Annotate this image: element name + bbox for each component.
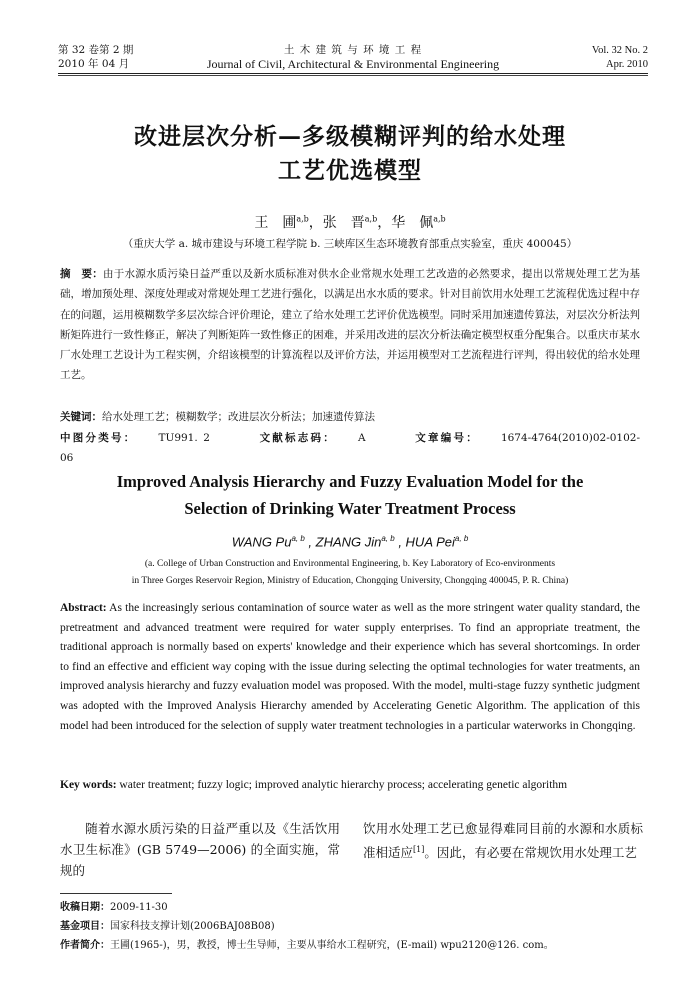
chinese-keywords-label: 关键词： bbox=[60, 411, 102, 423]
english-title-line2: Selection of Drinking Water Treatment Process bbox=[184, 499, 516, 518]
journal-name bbox=[58, 44, 648, 71]
author-separator: , bbox=[304, 534, 316, 550]
chinese-title bbox=[60, 120, 640, 188]
author-affil-mark: a,b bbox=[364, 214, 378, 224]
chinese-authors bbox=[60, 212, 640, 232]
author-affil-mark: a, b bbox=[291, 534, 305, 543]
body-text-left: 随着水源水质污染的日益严重以及《生活饮用水卫生标准》(GB 5749—2006) 的全面实施，常规的 bbox=[60, 821, 340, 878]
journal-header bbox=[58, 44, 648, 72]
body-text-right-b: 。因此，有必要在常规饮用水处理工艺 bbox=[424, 845, 637, 861]
author-name: 张 晋 bbox=[322, 215, 365, 231]
body-column-right bbox=[363, 818, 643, 863]
date-cn: 2010 年 04 月 bbox=[58, 57, 130, 70]
volume-issue-en: Vol. 32 No. 2 bbox=[591, 45, 648, 56]
classification-line bbox=[60, 428, 640, 469]
journal-name-cn: 土 木 建 筑 与 环 境 工 程 bbox=[283, 44, 423, 56]
footnote-funding bbox=[60, 917, 650, 936]
author-name: 王 圃 bbox=[254, 215, 297, 231]
english-keywords bbox=[60, 779, 640, 791]
volume-issue-cn: 第 32 卷第 2 期 bbox=[58, 44, 134, 56]
footnote-author-bio bbox=[60, 936, 650, 955]
author-separator: ， bbox=[377, 215, 392, 231]
author-name: 华 佩 bbox=[391, 215, 434, 231]
clc-value: TU991. 2 bbox=[158, 432, 210, 444]
english-affiliation bbox=[60, 556, 640, 590]
english-abstract bbox=[60, 599, 640, 736]
english-authors bbox=[60, 534, 640, 549]
clc-label: 中图分类号： bbox=[60, 432, 137, 444]
footnote-text: 王圃(1965-)，男，教授，博士生导师，主要从事给水工程研究，(E-mail) wpu2120@126. com。 bbox=[110, 940, 554, 951]
author-separator: , bbox=[394, 534, 406, 550]
date-en: Apr. 2010 bbox=[606, 58, 648, 70]
chinese-abstract-label: 摘 要： bbox=[60, 268, 103, 280]
author-name: HUA Pei bbox=[405, 534, 455, 550]
journal-name-en: Journal of Civil, Architectural & Environmental Engineering bbox=[206, 56, 500, 71]
author-separator: ， bbox=[308, 215, 323, 231]
citation-ref: [1] bbox=[413, 845, 425, 854]
volume-info-en bbox=[592, 44, 648, 71]
english-keywords-text: water treatment; fuzzy logic; improved analytic hierarchy process; accelerating genetic algorithm bbox=[119, 779, 568, 791]
english-keywords-label: Key words: bbox=[60, 779, 117, 791]
author-affil-mark: a,b bbox=[296, 214, 309, 224]
doc-code-value: A bbox=[358, 432, 366, 444]
footnote-label: 基金项目： bbox=[60, 921, 110, 932]
chinese-abstract-text: 由于水源水质污染日益严重以及新水质标准对供水企业常规水处理工艺改造的必然要求，提出以常规处理工艺为基础，增加预处理、深度处理或对常规处理工艺进行强化，以满足出水水质的要求。针对目前饮用水处理工艺流程优选过程中存在的问题，运用模糊数学多层次综合评价理论，建立了给水处理工艺评价优选模型。同时采用加速遗传算法，对层次分析法判断矩阵进行一致性修正，解决了判断矩阵一致性修正的困难，并采用改进的层次分析法确定模型权重分配集合。以重庆市某水厂水处理工艺设计为工程实例，介绍该模型的计算流程以及评价方法，并运用模型对工艺流程进行评判，得出较优的给水处理工艺。 bbox=[60, 268, 641, 382]
author-affil-mark: a, b bbox=[381, 534, 395, 543]
chinese-title-line2: 工艺优选模型 bbox=[278, 157, 422, 184]
footnote-text: 国家科技支撑计划(2006BAJ08B08) bbox=[110, 921, 275, 932]
footnote-text: 2009-11-30 bbox=[110, 902, 168, 913]
header-rule-thin bbox=[58, 75, 648, 76]
english-affiliation-line2: in Three Gorges Reservoir Region, Ministry of Education, Chongqing University, Chongqing 400045, P. R. China) bbox=[131, 576, 569, 586]
author-name: ZHANG Jin bbox=[315, 534, 382, 550]
article-no-label: 文章编号： bbox=[415, 432, 479, 444]
footnotes bbox=[60, 898, 650, 955]
english-affiliation-line1: (a. College of Urban Construction and Environmental Engineering, b. Key Laboratory of Eco-environments bbox=[144, 559, 556, 569]
english-abstract-label: Abstract: bbox=[60, 602, 107, 614]
footnote-rule bbox=[60, 893, 172, 894]
doc-code-label: 文献标志码： bbox=[259, 432, 337, 444]
english-title-line1: Improved Analysis Hierarchy and Fuzzy Evaluation Model for the bbox=[116, 472, 584, 491]
header-rule bbox=[58, 73, 648, 74]
english-abstract-text: As the increasingly serious contamination of source water as well as the more stringent water quality standard, the pretreatment and advanced treatment were required for water supply enterprises. To find an appropriate treatment, the traditional approach is normally based on experts' knowledge and their experience which has several shortcomings. In order to find an effective and efficient way coping with the issue during selecting the optimal technologies for water treatments, an improved analysis hierarchy and fuzzy evaluation model was proposed. With the model, multi-stage fuzzy synthetic judgment was adopted with the Improved Analysis Hierarchy amended by Accelerating Genetic Algorithm. The application of this model had been introduced for the selection of supply water treatment technologies in a particular waterworks in Chongqing. bbox=[60, 602, 640, 732]
author-affil-mark: a, b bbox=[454, 534, 469, 543]
footnote-label: 作者简介： bbox=[60, 940, 110, 951]
english-title bbox=[60, 468, 640, 522]
article-no-value: 1674-4764(2010)02-0102-06 bbox=[60, 432, 641, 465]
chinese-title-line1: 改进层次分析—多级模糊评判的给水处理 bbox=[134, 123, 566, 150]
chinese-abstract bbox=[60, 264, 640, 386]
body-column-left bbox=[60, 818, 340, 881]
footnote-label: 收稿日期： bbox=[60, 902, 110, 913]
footnote-received bbox=[60, 898, 650, 917]
author-name: WANG Pu bbox=[231, 534, 292, 550]
chinese-affiliation: （重庆大学 a. 城市建设与环境工程学院 b. 三峡库区生态环境教育部重点实验室，重庆 400045） bbox=[122, 238, 578, 250]
chinese-keywords bbox=[60, 407, 640, 427]
body-text-right-a: 饮用水处理工艺已愈显得难同目前的水源和水质标准相适应 bbox=[363, 821, 643, 861]
chinese-keywords-text: 给水处理工艺；模糊数学；改进层次分析法；加速遗传算法 bbox=[102, 411, 375, 423]
author-affil-mark: a,b bbox=[433, 214, 446, 224]
